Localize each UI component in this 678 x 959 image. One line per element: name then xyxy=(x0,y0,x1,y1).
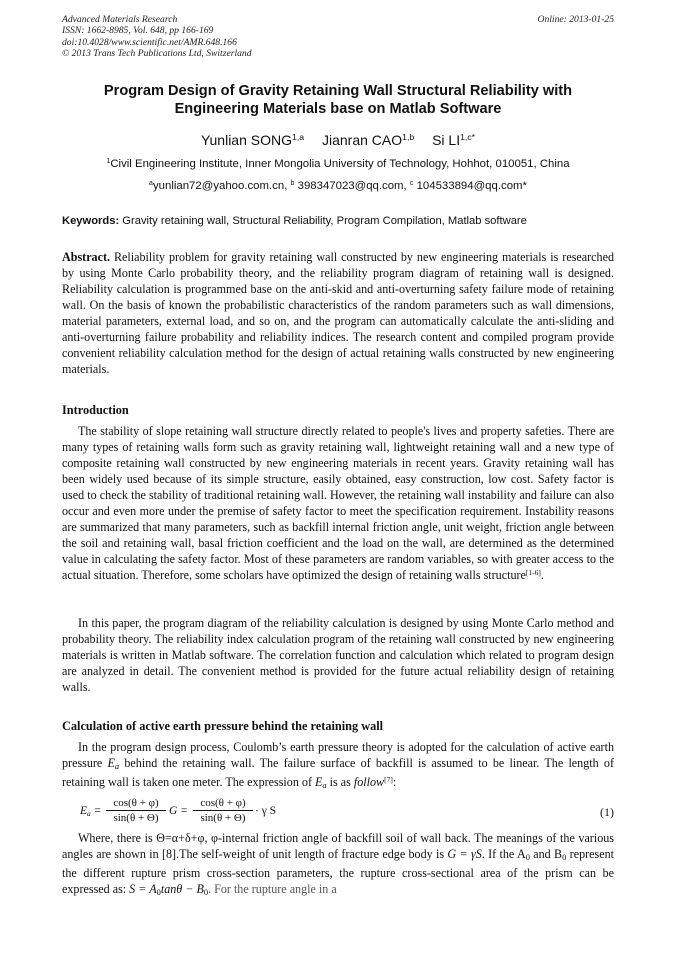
para-text: is as xyxy=(326,775,354,790)
para-text: and B xyxy=(529,847,563,861)
para-text: . If the A xyxy=(481,847,526,861)
fraction-numerator: cos(θ + φ) xyxy=(106,796,166,811)
eq-sign: = xyxy=(93,805,102,817)
equation-number: (1) xyxy=(600,805,614,819)
affiliation xyxy=(62,157,614,171)
para-text: Where, there is Θ=α+δ+φ, φ-internal friction angle of backfill soil of wall back. The meanings of the various angles are shown in [8].The self-weight of unit length of fracture edge body is xyxy=(62,831,614,861)
author-sup: 1,c* xyxy=(460,131,476,142)
equation-fraction-1 xyxy=(106,796,166,825)
intro-para1-text: The stability of slope retaining wall structure directly related to people's lives and property safeties. There are many types of retaining walls form such as gravity retaining wall, lightweight retaining wall and a new type of composite retaining wall constructed by new engineering materials in recent years. Gravity retaining wall has been widely used because of its simple structure, easily obtained, easy construction, low cost. Safety factor is used to check the stability of traditional retaining wall. However, the retaining wall instability and failure can also occur and even more under the premise of safety factor to meet the specification requirement. Instability reasons are summarized that many parameters, such as backfill internal friction angle, unit weight, friction angle between the soil and retaining wall, basal friction coefficient and the load on the wall, are determined as the determined value in calculating the safety factor. Most of these parameters are random variables, so with greater access to the actual situation. Therefore, some scholars have optimized the design of retaining walls structure xyxy=(62,424,614,582)
author-list xyxy=(62,131,614,149)
abstract-text: Reliability problem for gravity retaining wall constructed by new engineering materials is researched by using Monte Carlo probability theory, and the reliability program diagram of retaining wall is designed. Reliability calculation is programmed base on the anti-skid and anti-overturning safety failure mode of retaining wall. On the basis of known the probabilistic characteristics of the random parameters such as wall dimensions, material parameters, external load, and so on, and the program can automatically calculate the anti-sliding and anti-overturning failure probability and reliability indices. The research content and compiled program provide convenient reliability calculation method for the design of actual retaining walls constructed by new engineering materials. xyxy=(62,250,614,376)
email-sup: c xyxy=(409,179,414,187)
fraction-denominator: sin(θ + Θ) xyxy=(200,812,246,824)
keywords-label: Keywords: xyxy=(62,215,120,227)
doi-line: doi:10.4028/www.scientific.net/AMR.648.166 xyxy=(62,36,237,48)
author-name: Jianran CAO xyxy=(321,132,403,148)
author-name: Yunlian SONG xyxy=(200,132,293,148)
email-text: 398347023@qq.com, xyxy=(294,180,410,192)
author-sup: 1,a xyxy=(292,131,305,142)
affiliation-text: Civil Engineering Institute, Inner Mongolia University of Technology, Hohhot, 010051, China xyxy=(110,158,570,170)
equation-fraction-2 xyxy=(193,796,253,825)
symbol-e: E xyxy=(107,756,115,770)
author-name: Si LI xyxy=(432,132,461,148)
author-sup: 1,b xyxy=(402,131,415,142)
follow-word: follow xyxy=(353,775,385,790)
inline-formula-g: G = γS xyxy=(447,847,482,861)
intro-paragraph-2: In this paper, the program diagram of the reliability calculation is designed by using Monte Carlo method and probability theory. The reliability index calculation program of the retaining wall constructed by new engineering materials is written in Matlab software. The correlation function and calculation which related to program design are analyzed in detail. The convenient method is provided for the future actual reliability design of retaining walls. xyxy=(62,616,614,694)
symbol-sub: a xyxy=(114,761,120,772)
equation-lhs xyxy=(80,805,101,818)
inline-formula-s: S = A xyxy=(129,882,157,897)
journal-header xyxy=(62,14,614,59)
issn-line: ISSN: 1662-8985, Vol. 648, pp 166-169 xyxy=(62,25,214,37)
citation-ref[interactable]: [7] xyxy=(384,774,393,784)
copyright-line: © 2013 Trans Tech Publications Ltd, Switzerland xyxy=(62,47,252,59)
fraction-denominator: sin(θ + Θ) xyxy=(113,812,159,824)
symbol-sub: a xyxy=(322,780,327,791)
intro-paragraph-1 xyxy=(62,423,614,583)
author-emails xyxy=(62,179,614,193)
title-line-2: Engineering Materials base on Matlab Software xyxy=(174,101,502,117)
abstract xyxy=(62,249,614,377)
email-sup: b xyxy=(290,179,295,187)
email-text: 104533894@qq.com* xyxy=(413,180,527,192)
fraction-numerator: cos(θ + φ) xyxy=(193,796,253,811)
affiliation-sup: 1 xyxy=(106,157,111,165)
earth-pressure-paragraph-1 xyxy=(62,739,614,793)
title-line-1: Program Design of Gravity Retaining Wall Structural Reliability with xyxy=(103,83,573,99)
abstract-label: Abstract. xyxy=(62,250,111,264)
online-date: Online: 2013-01-25 xyxy=(537,14,614,25)
keywords-text: Gravity retaining wall, Structural Reliability, Program Compilation, Matlab software xyxy=(119,215,527,227)
eq-e: E xyxy=(80,805,88,817)
paper-title xyxy=(62,82,614,118)
para-text: : xyxy=(392,775,397,790)
symbol-ea xyxy=(108,756,120,770)
subscript-zero: 0 xyxy=(525,852,530,863)
section-heading-introduction: Introduction xyxy=(62,403,129,417)
para-text: behind the retaining wall. The failure surface of backfill is assumed to be linear. The length of retaining wall is taken one meter. The expression of xyxy=(62,756,614,790)
equation-g: G = xyxy=(169,805,188,817)
symbol-ea xyxy=(315,775,327,789)
para-text: represent the different rupture prism cross-section parameters, the rupture cross-sectional area of the prism can be expressed as: xyxy=(62,847,615,897)
subscript-zero: 0 xyxy=(203,887,209,898)
para-text: In the program design process, Coulomb’s earth pressure theory is adopted for the calculation of active earth pressure xyxy=(62,740,614,770)
email-text: yunlian72@yahoo.com.cn, xyxy=(152,180,291,192)
section-heading-earth-pressure: Calculation of active earth pressure behind the retaining wall xyxy=(62,719,384,733)
keywords xyxy=(62,214,614,228)
intro-para1-end: . xyxy=(540,568,544,582)
journal-name: Advanced Materials Research xyxy=(62,14,178,25)
equation-1 xyxy=(62,794,614,828)
email-sup: a xyxy=(149,179,153,187)
eq-sub: a xyxy=(87,809,91,819)
symbol-e: E xyxy=(315,775,323,790)
para-text: . For the rupture angle in a xyxy=(208,882,337,897)
inline-formula-s2: tanθ − B xyxy=(160,882,204,897)
equation-tail: · γ S xyxy=(255,805,277,817)
citation-ref[interactable]: [1-6] xyxy=(525,567,541,577)
subscript-zero: 0 xyxy=(156,887,161,898)
earth-pressure-paragraph-2 xyxy=(62,830,614,900)
subscript-zero: 0 xyxy=(562,852,567,863)
